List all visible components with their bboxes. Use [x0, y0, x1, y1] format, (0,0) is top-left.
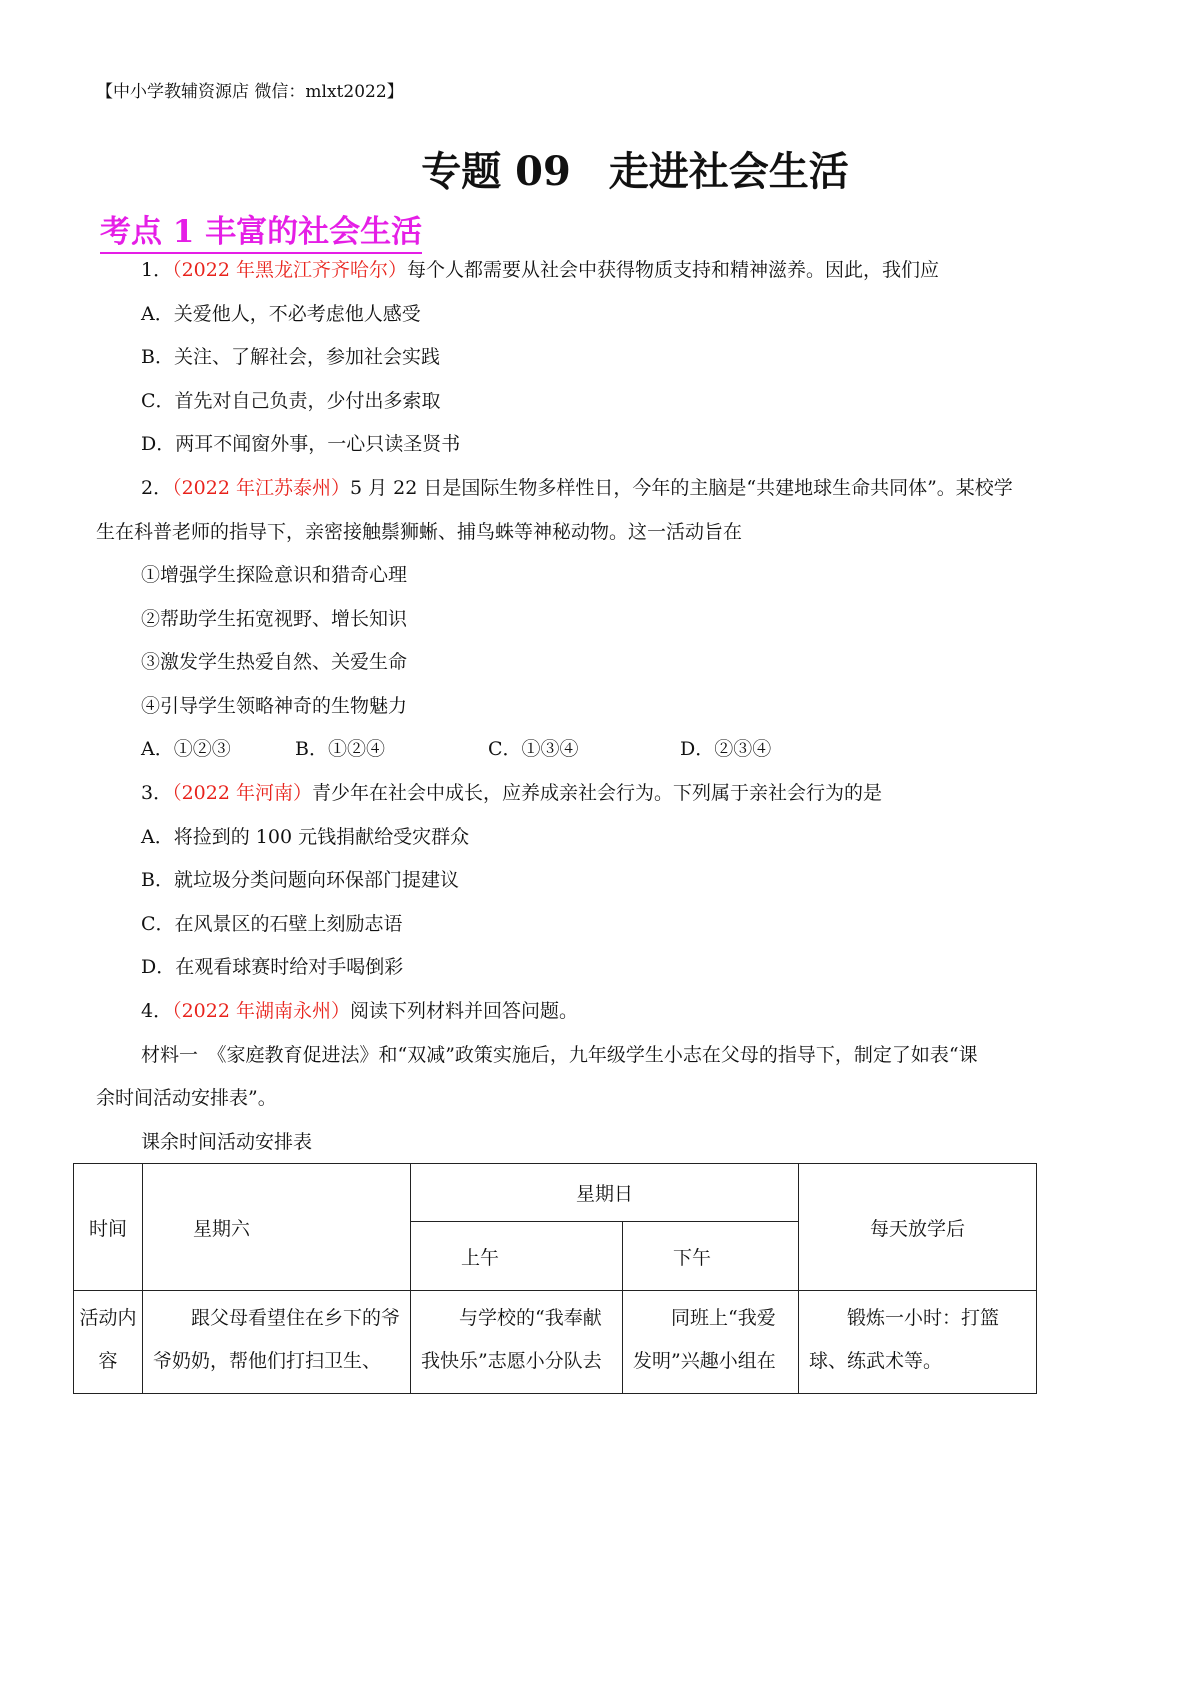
q2-stem-continued: 生在科普老师的指导下，亲密接触鬃狮蜥、捕鸟蛛等神秘动物。这一活动旨在	[96, 521, 743, 543]
question-stem: 阅读下列材料并回答问题。	[350, 1000, 579, 1022]
title-topic-name: 走进社会生活	[608, 148, 849, 195]
q3-option-a: A．将捡到的 100 元钱捐献给受灾群众	[141, 826, 470, 848]
cell-saturday-activity: 跟父母看望住在乡下的爷爷奶奶，帮他们打扫卫生、	[143, 1291, 411, 1394]
q3-option-b: B．就垃圾分类问题向环保部门提建议	[141, 869, 459, 891]
cell-sunday-morning-activity: 与学校的“我奉献我快乐”志愿小分队去	[411, 1291, 623, 1394]
question-source: （2022 年江苏泰州）	[172, 477, 350, 499]
q3-option-d: D．在观看球赛时给对手喝倒彩	[141, 956, 404, 978]
cell-after-school-activity: 锻炼一小时：打篮球、练武术等。	[799, 1291, 1037, 1394]
document-title	[0, 148, 1200, 196]
title-topic-number: 专题 09	[421, 148, 571, 195]
q3-option-c: C．在风景区的石壁上刻励志语	[141, 913, 403, 935]
header-sunday-morning: 上午	[411, 1222, 623, 1291]
material-1: 材料一 《家庭教育促进法》和“双减”政策实施后，九年级学生小志在父母的指导下，制定了如表“课	[141, 1044, 978, 1066]
row-label-activity: 活动内容	[74, 1291, 143, 1394]
header-note: 【中小学教辅资源店 微信：mlxt2022】	[96, 82, 404, 102]
question-number: 2．	[141, 477, 173, 499]
q1-option-a: A．关爱他人，不必考虑他人感受	[141, 303, 421, 325]
section-title: 考点 1 丰富的社会生活	[100, 213, 422, 254]
question-2	[141, 476, 1013, 500]
header-sunday: 星期日	[411, 1164, 799, 1222]
q1-option-d: D．两耳不闻窗外事，一心只读圣贤书	[141, 433, 461, 455]
question-number: 4．	[141, 1000, 173, 1022]
question-source: （2022 年湖南永州）	[172, 1000, 350, 1022]
header-sunday-afternoon: 下午	[623, 1222, 799, 1291]
question-number: 1．	[141, 259, 173, 281]
q1-option-c: C．首先对自己负责，少付出多索取	[141, 390, 441, 412]
question-stem: 每个人都需要从社会中获得物质支持和精神滋养。因此，我们应	[407, 259, 940, 281]
q2-statement-3: ③激发学生热爱自然、关爱生命	[141, 651, 408, 673]
question-4	[141, 999, 578, 1023]
q2-option-c: C．①③④	[488, 738, 579, 760]
question-source: （2022 年河南）	[172, 782, 312, 804]
q1-option-b: B．关注、了解社会，参加社会实践	[141, 346, 440, 368]
question-1	[141, 258, 939, 282]
header-saturday: 星期六	[143, 1164, 411, 1291]
q2-option-b: B．①②④	[295, 738, 385, 760]
cell-sunday-afternoon-activity: 同班上“我爱发明”兴趣小组在	[623, 1291, 799, 1394]
header-after-school: 每天放学后	[799, 1164, 1037, 1291]
activity-schedule-table	[73, 1163, 1037, 1394]
q2-statement-4: ④引导学生领略神奇的生物魅力	[141, 695, 408, 717]
table-caption: 课余时间活动安排表	[141, 1131, 313, 1153]
q2-option-d: D．②③④	[680, 738, 772, 760]
q2-option-a: A．①②③	[141, 738, 231, 760]
header-time: 时间	[74, 1164, 143, 1291]
material-1-continued: 余时间活动安排表”。	[96, 1087, 277, 1109]
question-stem: 青少年在社会中成长，应养成亲社会行为。下列属于亲社会行为的是	[312, 782, 883, 804]
question-3	[141, 781, 882, 805]
question-number: 3．	[141, 782, 173, 804]
q2-statement-1: ①增强学生探险意识和猎奇心理	[141, 564, 408, 586]
q2-statement-2: ②帮助学生拓宽视野、增长知识	[141, 608, 408, 630]
q2-options	[141, 737, 771, 761]
question-stem: 5 月 22 日是国际生物多样性日，今年的主脑是“共建地球生命共同体”。某校学	[350, 477, 1013, 499]
question-source: （2022 年黑龙江齐齐哈尔）	[172, 259, 407, 281]
